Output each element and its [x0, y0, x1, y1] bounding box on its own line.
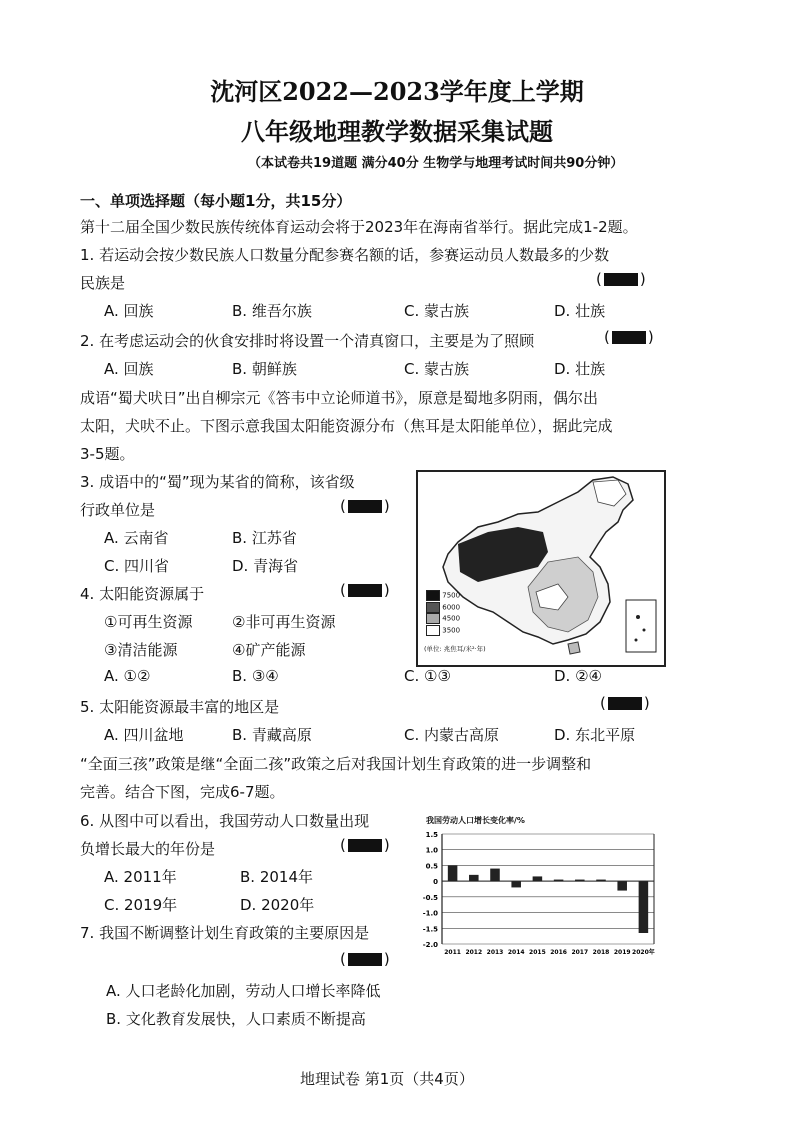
bar	[575, 880, 585, 882]
q7-option-b[interactable]: B. 文化教育发展快，人口素质不断提高	[106, 1010, 366, 1028]
labor-growth-chart	[412, 826, 662, 966]
y-tick-label: 0.5	[425, 862, 438, 871]
redaction-mark	[348, 500, 382, 513]
q4-item-3: ③清洁能源	[104, 641, 178, 659]
redaction-mark	[608, 697, 642, 710]
q1-answer-blank[interactable]: ( )	[596, 270, 646, 288]
bar	[617, 881, 627, 890]
y-tick-label: -2.0	[422, 941, 438, 949]
x-tick-label: 2020年	[632, 949, 655, 956]
q2-line1: 2. 在考虑运动会的伙食安排时将设置一个清真窗口，主要是为了照顾	[80, 332, 535, 350]
q4-option-a[interactable]: A. ①②	[104, 667, 151, 685]
q1-option-d[interactable]: D. 壮族	[554, 302, 606, 320]
q7-answer-blank[interactable]: ( )	[340, 950, 390, 968]
q3-line2: 行政单位是	[80, 501, 156, 519]
q5-option-c[interactable]: C. 内蒙古高原	[404, 726, 500, 744]
x-tick-label: 2015	[529, 949, 546, 956]
exam-subtitle: （本试卷共19道题 满分40分 生物学与地理考试时间共90分钟）	[248, 156, 624, 171]
q2-option-b[interactable]: B. 朝鲜族	[232, 360, 297, 378]
x-tick-label: 2017	[571, 949, 589, 956]
q4-item-2: ②非可再生资源	[232, 613, 336, 631]
q6-option-d[interactable]: D. 2020年	[240, 896, 315, 914]
page-footer: 地理试卷 第1页（共4页）	[300, 1070, 474, 1088]
map-legend	[426, 590, 481, 636]
q5-option-a[interactable]: A. 四川盆地	[104, 726, 184, 744]
exam-subject-title: 八年级地理教学数据采集试题	[241, 117, 553, 146]
q6-line1: 6. 从图中可以看出，我国劳动人口数量出现	[80, 812, 370, 830]
q5-option-b[interactable]: B. 青藏高原	[232, 726, 312, 744]
redaction-mark	[612, 331, 646, 344]
redaction-mark	[348, 953, 382, 966]
y-tick-label: 0	[433, 878, 438, 887]
legend-swatch	[426, 590, 440, 601]
q3-option-b[interactable]: B. 江苏省	[232, 529, 297, 547]
legend-value: 6000	[442, 603, 461, 611]
solar-resource-map	[416, 470, 666, 667]
q6-option-b[interactable]: B. 2014年	[240, 868, 314, 886]
q3-answer-blank[interactable]: ( )	[340, 497, 390, 515]
bar	[511, 881, 521, 887]
q3-option-c[interactable]: C. 四川省	[104, 557, 170, 575]
legend-value: 4500	[442, 614, 461, 623]
bar	[448, 865, 458, 881]
q2-answer-blank[interactable]: ( )	[604, 328, 654, 346]
redaction-mark	[604, 273, 638, 286]
y-tick-label: 1.0	[425, 846, 438, 855]
q3-line1: 3. 成语中的“蜀”现为某省的简称，该省级	[80, 473, 355, 491]
q6-answer-blank[interactable]: ( )	[340, 836, 390, 854]
q4-option-c[interactable]: C. ①③	[404, 667, 451, 685]
q4-option-d[interactable]: D. ②④	[554, 667, 602, 685]
q1-line1: 1. 若运动会按少数民族人口数量分配参赛名额的话，参赛运动员人数最多的少数	[80, 246, 610, 264]
x-tick-label: 2013	[486, 949, 504, 956]
china-map-graphic	[418, 472, 664, 665]
intro-3-line1: “全面三孩”政策是继“全面二孩”政策之后对我国计划生育政策的进一步调整和	[80, 755, 592, 773]
q7-line1: 7. 我国不断调整计划生育政策的主要原因是	[80, 924, 370, 942]
q1-option-b[interactable]: B. 维吾尔族	[232, 302, 312, 320]
legend-swatch	[426, 613, 440, 624]
intro-2-line1: 成语“蜀犬吠日”出自柳宗元《答韦中立论师道书》，原意是蜀地多阴雨，偶尔出	[80, 389, 599, 407]
q5-option-d[interactable]: D. 东北平原	[554, 726, 636, 744]
q2-option-a[interactable]: A. 回族	[104, 360, 154, 378]
intro-2-line3: 3-5题。	[80, 445, 135, 463]
legend-value: 3500	[442, 626, 461, 634]
bar	[469, 875, 479, 881]
chart-title: 我国劳动人口增长变化率/%	[426, 816, 525, 825]
y-tick-label: 1.5	[425, 831, 438, 839]
legend-swatch	[426, 625, 440, 636]
y-tick-label: -1.0	[422, 909, 438, 918]
q2-option-d[interactable]: D. 壮族	[554, 360, 606, 378]
x-tick-label: 2011	[444, 949, 461, 956]
section-heading: 一、单项选择题（每小题1分，共15分）	[80, 192, 352, 210]
q2-option-c[interactable]: C. 蒙古族	[404, 360, 470, 378]
q7-option-a[interactable]: A. 人口老龄化加剧，劳动人口增长率降低	[106, 982, 381, 1000]
x-tick-label: 2019	[613, 949, 631, 956]
intro-1: 第十二届全国少数民族传统体育运动会将于2023年在海南省举行。据此完成1-2题。	[80, 218, 638, 236]
x-tick-label: 2014	[507, 949, 525, 956]
q1-option-c[interactable]: C. 蒙古族	[404, 302, 470, 320]
x-tick-label: 2012	[465, 949, 483, 956]
q5-answer-blank[interactable]: ( )	[600, 694, 650, 712]
q6-option-a[interactable]: A. 2011年	[104, 868, 177, 886]
y-tick-label: -1.5	[422, 925, 438, 934]
map-unit-label: (单位: 兆焦耳/米²·年)	[424, 645, 486, 653]
intro-3-line2: 完善。结合下图，完成6-7题。	[80, 783, 285, 801]
intro-2-line2: 太阳，犬吠不止。下图示意我国太阳能资源分布（焦耳是太阳能单位），据此完成	[80, 417, 613, 435]
q4-item-4: ④矿产能源	[232, 641, 306, 659]
q4-option-b[interactable]: B. ③④	[232, 667, 279, 685]
redaction-mark	[348, 839, 382, 852]
bar	[639, 881, 649, 933]
q4-item-1: ①可再生资源	[104, 613, 193, 631]
q1-line2: 民族是	[80, 274, 126, 292]
x-tick-label: 2018	[592, 949, 610, 956]
redaction-mark	[348, 584, 382, 597]
legend-swatch	[426, 602, 440, 613]
q4-line1: 4. 太阳能资源属于	[80, 585, 205, 603]
q3-option-d[interactable]: D. 青海省	[232, 557, 299, 575]
y-tick-label: -0.5	[422, 893, 438, 902]
q6-option-c[interactable]: C. 2019年	[104, 896, 178, 914]
bar	[596, 880, 606, 882]
q5-line1: 5. 太阳能资源最丰富的地区是	[80, 698, 280, 716]
bar	[533, 876, 543, 881]
q6-line2: 负增长最大的年份是	[80, 840, 216, 858]
bar	[490, 869, 500, 882]
exam-title: 沈河区2022—2023学年度上学期	[210, 77, 584, 106]
q4-answer-blank[interactable]: ( )	[340, 581, 390, 599]
q1-option-a[interactable]: A. 回族	[104, 302, 154, 320]
legend-value: 7500	[442, 591, 461, 600]
bar	[554, 880, 564, 882]
x-tick-label: 2016	[550, 949, 567, 956]
q3-option-a[interactable]: A. 云南省	[104, 529, 169, 547]
